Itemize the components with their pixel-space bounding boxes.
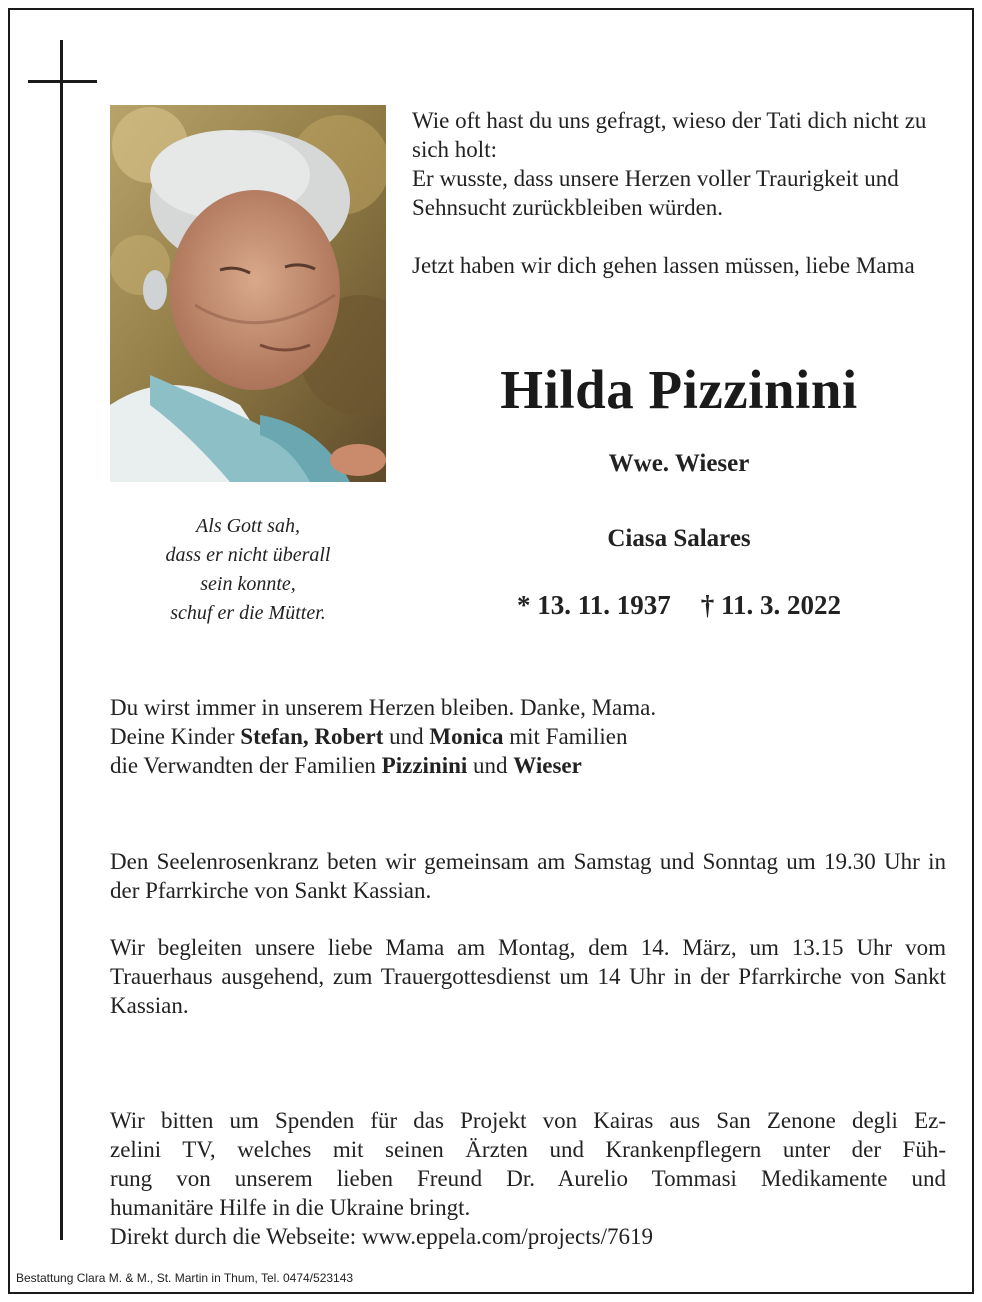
death-date: † 11. 3. 2022 bbox=[700, 590, 842, 620]
donation-notice bbox=[110, 1106, 946, 1251]
undertaker-footer: Bestattung Clara M. & M., St. Martin in Thum, Tel. 0474/523143 bbox=[16, 1271, 354, 1285]
donation-line: rung von unserem lieben Freund Dr. Aurelio Tommasi Medikamente und bbox=[110, 1166, 946, 1191]
intro-line: Er wusste, dass unsere Herzen voller Traurigkeit und Sehnsucht zurückbleiben würden. bbox=[412, 166, 899, 220]
house-name: Ciasa Salares bbox=[607, 525, 751, 552]
widow-line: Wwe. Wieser bbox=[608, 450, 750, 477]
quote-line: Als Gott sah, bbox=[196, 515, 300, 537]
intro-paragraph bbox=[412, 106, 946, 222]
cross-horizontal-bar bbox=[28, 80, 97, 83]
life-dates bbox=[412, 590, 946, 621]
quote-line: sein konnte, bbox=[200, 573, 296, 595]
intro-text bbox=[412, 106, 946, 280]
donation-line: Wir bitten um Spenden für das Projekt von Kairas aus San Zenone degli Ez- bbox=[110, 1108, 946, 1133]
quote-line: dass er nicht überall bbox=[165, 544, 331, 566]
donation-line: zelini TV, welches mit seinen Ärzten und Krankenpflegern unter der Füh- bbox=[110, 1137, 946, 1162]
donation-website: Direkt durch die Webseite: www.eppela.com/projects/7619 bbox=[110, 1224, 653, 1249]
relatives-line: die Verwandten der Familien Pizzinini und Wieser bbox=[110, 753, 582, 778]
quote-line: schuf er die Mütter. bbox=[170, 602, 326, 624]
intro-paragraph: Jetzt haben wir dich gehen lassen müssen, liebe Mama bbox=[412, 253, 915, 278]
cross-vertical-bar bbox=[60, 40, 63, 1240]
portrait-photo bbox=[110, 105, 386, 482]
closing-line: Du wirst immer in unserem Herzen bleiben. Danke, Mama. bbox=[110, 695, 657, 720]
birth-date: * 13. 11. 1937 bbox=[516, 590, 671, 620]
children-line: Deine Kinder Stefan, Robert und Monica mit Familien bbox=[110, 724, 628, 749]
deceased-name: Hilda Pizzinini bbox=[500, 359, 858, 420]
donation-line: humanitäre Hilfe in die Ukraine bringt. bbox=[110, 1195, 471, 1220]
intro-line: Wie oft hast du uns gefragt, wieso der Tati dich nicht zu sich holt: bbox=[412, 108, 927, 162]
rosary-notice: Den Seelenrosenkranz beten wir gemeinsam am Samstag und Sonntag um 19.30 Uhr in der Pfarrkirche von Sankt Kassian. bbox=[110, 849, 946, 903]
family-closing bbox=[110, 693, 946, 780]
memorial-quote bbox=[112, 512, 384, 628]
funeral-notice: Wir begleiten unsere liebe Mama am Montag, dem 14. März, um 13.15 Uhr vom Trauerhaus ausgehend, zum Trauergottesdienst um 14 Uhr in der Pfarrkirche von Sankt Kassian. bbox=[110, 935, 946, 1018]
